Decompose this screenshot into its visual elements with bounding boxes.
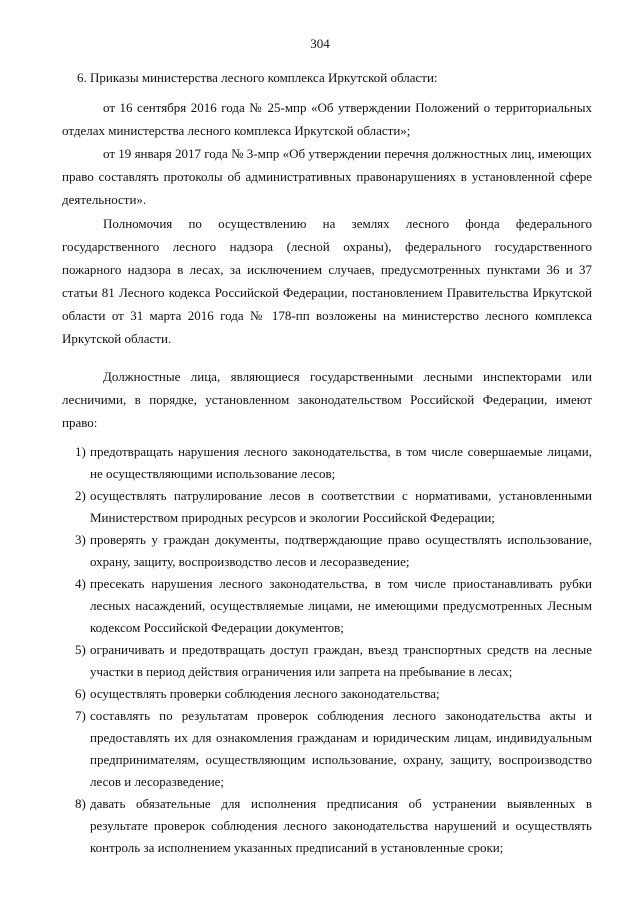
list-item-number: 3) xyxy=(75,532,86,547)
list-item-number: 2) xyxy=(75,488,86,503)
list-item xyxy=(62,639,592,683)
list-item xyxy=(62,485,592,529)
order-paragraph-2: от 19 января 2017 года № 3-мпр «Об утверждении перечня должностных лиц, имеющих право составлять протоколы об административных правонарушениях в установленной сфере деятельности». xyxy=(62,146,592,207)
list-item-text: ограничивать и предотвращать доступ граждан, въезд транспортных средств на лесные участки в период действия ограничения или запрета на пребывание в лесах; xyxy=(90,642,592,679)
list-item-number: 8) xyxy=(75,796,86,811)
list-item-text: проверять у граждан документы, подтверждающие право осуществлять использование, охрану, защиту, воспроизводство лесов и лесоразведение; xyxy=(90,532,592,569)
section-heading: 6. Приказы министерства лесного комплекса Иркутской области: xyxy=(77,70,438,85)
list-item-number: 1) xyxy=(75,444,86,459)
list-item-number: 7) xyxy=(75,708,86,723)
list-item-text: предотвращать нарушения лесного законодательства, в том числе совершаемые лицами, не осуществляющими использование лесов; xyxy=(90,444,592,481)
list-item-text: составлять по результатам проверок соблюдения лесного законодательства акты и предоставлять их для ознакомления гражданам и юридическим лицам, индивидуальным предпринимателям, осуществляющим использование, охрану, защиту, воспроизводство лесов и лесоразведение; xyxy=(90,708,592,789)
inspectors-paragraph: Должностные лица, являющиеся государственными лесными инспекторами или лесничими, в порядке, установленном законодательством Российской Федерации, имеют право: xyxy=(62,369,592,430)
list-item xyxy=(62,793,592,859)
list-item-number: 4) xyxy=(75,576,86,591)
list-item-text: давать обязательные для исполнения предписания об устранении выявленных в результате проверок соблюдения лесного законодательства нарушений и осуществлять контроль за исполнением указанных предписаний в установленные сроки; xyxy=(90,796,592,855)
list-item-text: пресекать нарушения лесного законодательства, в том числе приостанавливать рубки лесных насаждений, осуществляемые лицами, не имеющими предусмотренных Лесным кодексом Российской Федерации документов; xyxy=(90,576,592,635)
order-paragraph-1: от 16 сентября 2016 года № 25-мпр «Об утверждении Положений о территориальных отделах министерства лесного комплекса Иркутской области»; xyxy=(62,100,592,138)
rights-list xyxy=(62,441,592,859)
list-item xyxy=(62,573,592,639)
list-item-text: осуществлять патрулирование лесов в соответствии с нормативами, установленными Министерством природных ресурсов и экологии Российской Федерации; xyxy=(90,488,592,525)
list-item xyxy=(62,705,592,793)
list-item xyxy=(62,683,592,705)
list-item-number: 5) xyxy=(75,642,86,657)
list-item-text: осуществлять проверки соблюдения лесного законодательства; xyxy=(90,686,440,701)
page-number: 304 xyxy=(310,36,330,51)
list-item-number: 6) xyxy=(75,686,86,701)
list-item xyxy=(62,529,592,573)
powers-paragraph: Полномочия по осуществлению на землях лесного фонда федерального государственного лесного надзора (лесной охраны), федерального государственного пожарного надзора в лесах, за исключением случаев, предусмотренных пунктами 36 и 37 статьи 81 Лесного кодекса Российской Федерации, постановлением Правительства Иркутской области от 31 марта 2016 года № 178-пп возложены на министерство лесного комплекса Иркутской области. xyxy=(62,216,592,346)
list-item xyxy=(62,441,592,485)
